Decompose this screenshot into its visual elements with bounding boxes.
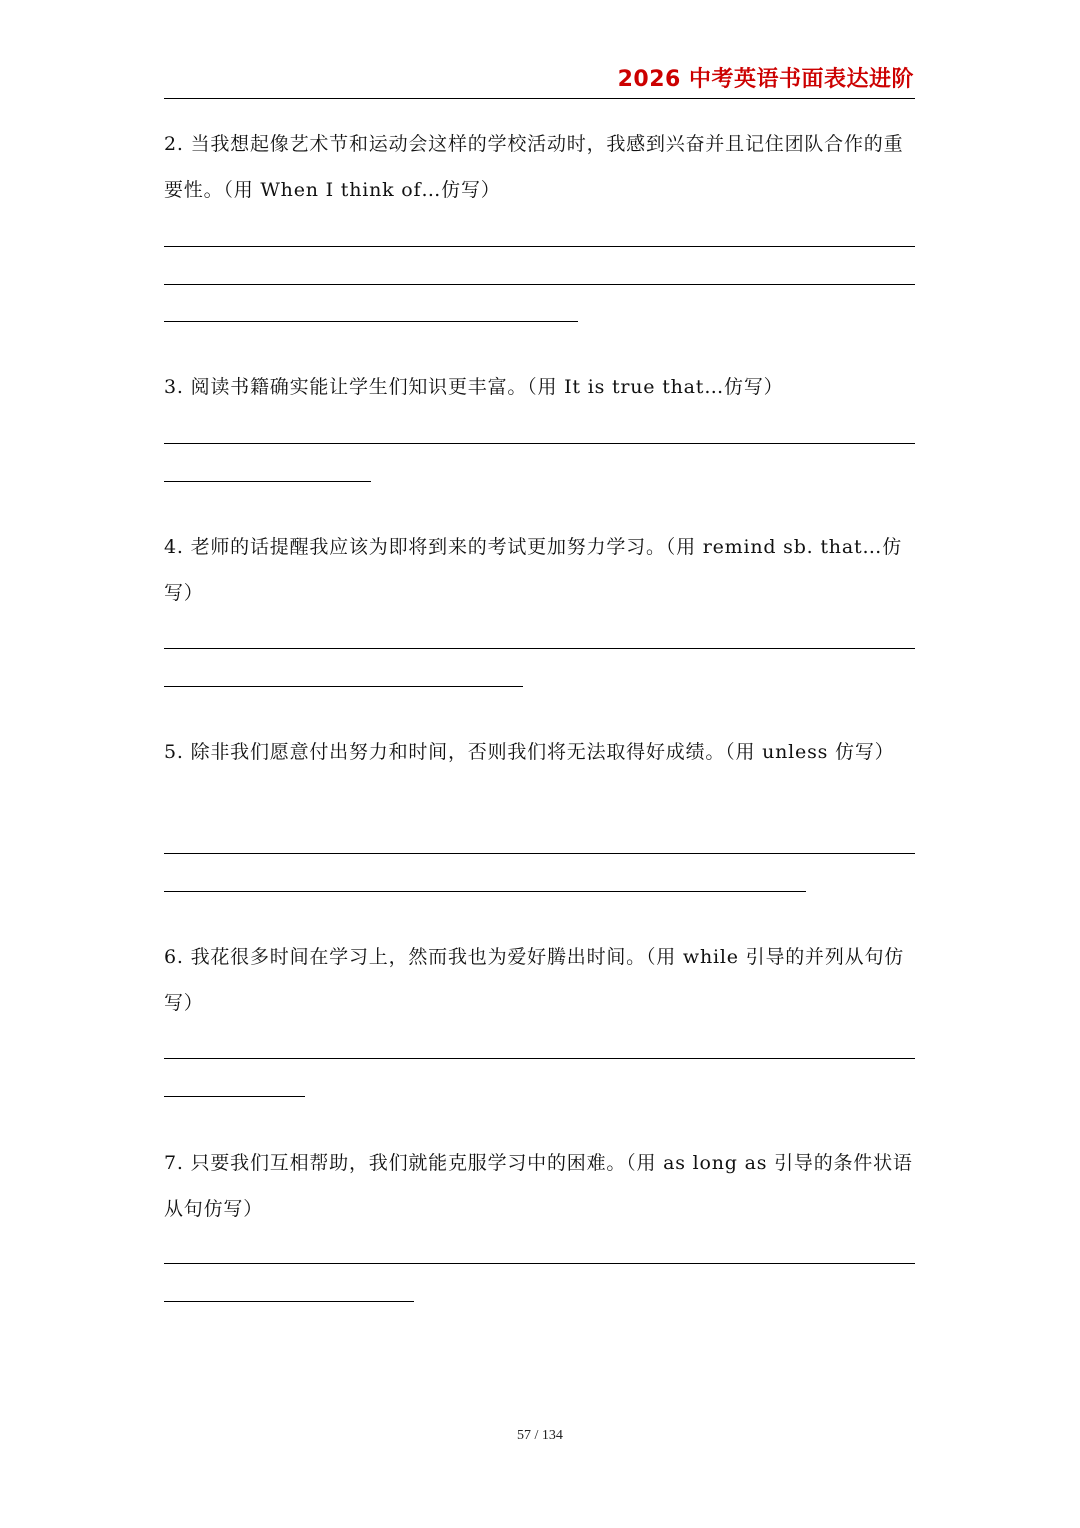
header-title: 2026 中考英语书面表达进阶 [617,67,914,92]
question-5-text: 5. 除非我们愿意付出努力和时间，否则我们将无法取得好成绩。（用 unless 仿写） [164,741,895,763]
question-3-text: 3. 阅读书籍确实能让学生们知识更丰富。（用 It is true that…仿写） [164,376,784,398]
answer-line [164,1263,915,1264]
question-2-text: 2. 当我想起像艺术节和运动会这样的学校活动时，我感到兴奋并且记住团队合作的重要性。（用 When I think of…仿写） [164,133,904,201]
answer-line [164,1058,915,1059]
question-7-text: 7. 只要我们互相帮助，我们就能克服学习中的困难。（用 as long as 引导的条件状语从句仿写） [164,1152,913,1220]
page-number: 57 / 134 [517,1428,563,1443]
answer-line [164,686,523,687]
answer-line [164,246,915,247]
question-6-text: 6. 我花很多时间在学习上，然而我也为爱好腾出时间。（用 while 引导的并列从句仿写） [164,946,905,1014]
answer-line [164,481,371,482]
answer-line [164,853,915,854]
answer-line [164,1301,414,1302]
answer-line [164,648,915,649]
answer-line [164,443,915,444]
answer-line [164,891,806,892]
answer-line [164,1096,305,1097]
header-divider [164,98,915,99]
question-4-text: 4. 老师的话提醒我应该为即将到来的考试更加努力学习。（用 remind sb. that…仿写） [164,536,902,604]
answer-line [164,284,915,285]
answer-line [164,321,578,322]
